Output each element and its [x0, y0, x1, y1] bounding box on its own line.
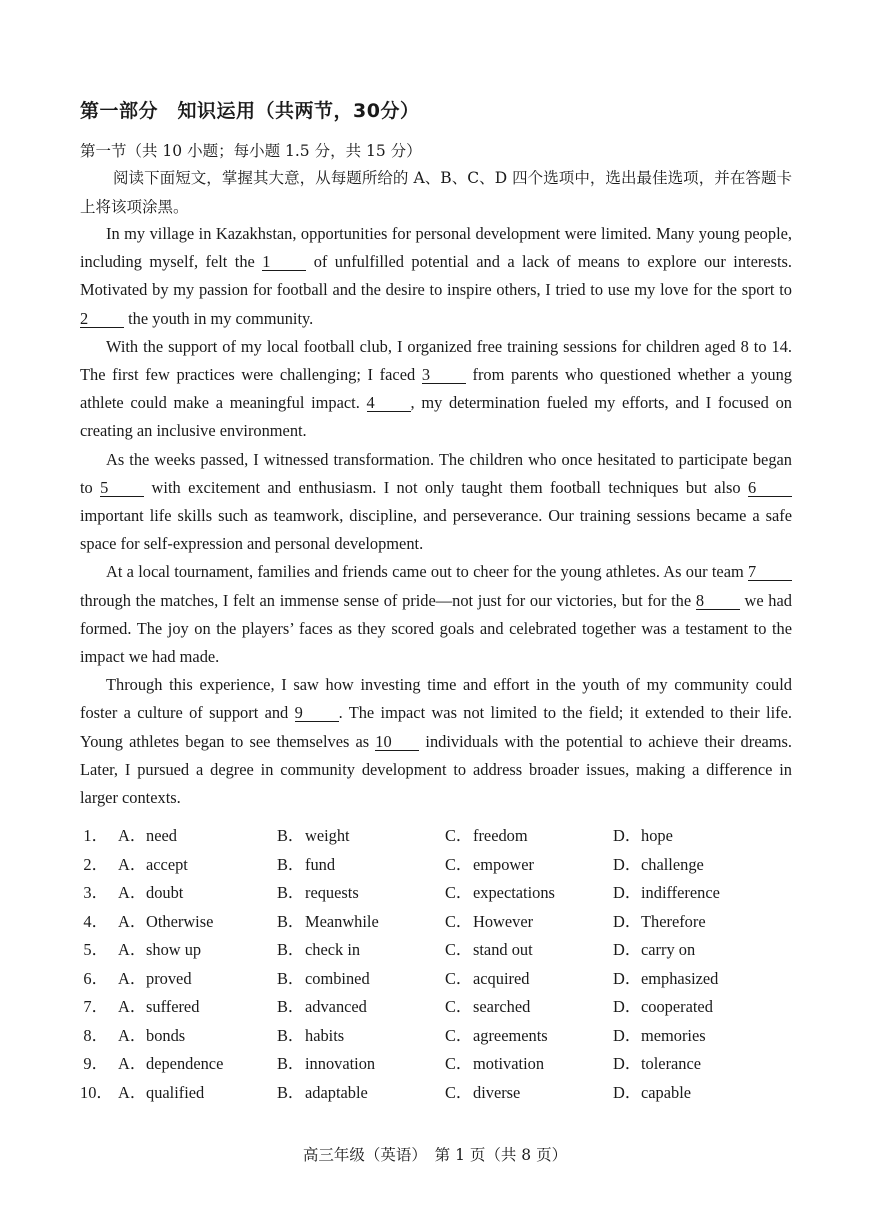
option-text: acquired [473, 968, 530, 988]
question-number: 6． [83, 968, 108, 988]
option-c [445, 1022, 548, 1046]
option-a [118, 1050, 223, 1074]
blank-2: 2 [80, 310, 124, 328]
blank-4: 4 [367, 394, 411, 412]
option-d [613, 908, 706, 932]
option-letter: C． [445, 940, 473, 959]
option-d [613, 965, 718, 989]
option-letter: C． [445, 911, 473, 931]
option-text: capable [641, 1082, 692, 1102]
passage-text: the youth in my community. [124, 308, 314, 328]
option-c [445, 965, 529, 989]
option-text: diverse [473, 1082, 521, 1102]
option-letter: D． [613, 911, 642, 931]
passage-text: of unfulfilled potential and a lack of means to explore our interests. Motivated by my passion for football and the desire to inspire others, I tried to use my love for the sport to [80, 252, 792, 300]
question-number: 3． [83, 883, 108, 902]
option-letter: D． [613, 968, 642, 988]
option-text: cooperated [641, 997, 713, 1016]
option-c [445, 1079, 520, 1103]
option-letter: B． [277, 854, 305, 874]
option-text: empower [473, 854, 534, 874]
option-a [118, 936, 201, 960]
blank-1: 1 [262, 253, 306, 271]
option-b [277, 879, 359, 903]
paragraph-2 [80, 333, 792, 446]
passage-text: In my village in Kazakhstan, opportunities for personal development were limited. Many young people, including myself, felt the [80, 224, 792, 272]
question-number: 1． [83, 826, 108, 845]
option-letter: A． [118, 997, 147, 1016]
option-letter: A． [118, 1082, 147, 1102]
question-row [80, 822, 800, 851]
option-d [613, 1079, 691, 1103]
option-text: advanced [305, 997, 367, 1016]
passage-text: with excitement and enthusiasm. I not only taught them football techniques but also [144, 477, 748, 497]
option-b [277, 1022, 344, 1046]
question-row [80, 1022, 800, 1051]
option-text: Meanwhile [305, 911, 379, 931]
option-text: check in [305, 940, 361, 959]
option-d [613, 851, 704, 875]
page-footer: 高三年级（英语） 第 1 页（共 8 页） [302, 1146, 568, 1164]
passage-text: As the weeks passed, I witnessed transformation. The children who once hesitated to participate began to [80, 449, 792, 497]
option-text: Therefore [641, 911, 706, 931]
passage-text: With the support of my local football club, I organized free training sessions for children aged 8 to 14. The first few practices were challenging; I faced [80, 336, 792, 385]
option-text: accept [146, 854, 188, 874]
option-letter: D． [613, 883, 642, 902]
option-b [277, 1079, 368, 1103]
question-row [80, 993, 800, 1022]
blank-5: 5 [100, 479, 144, 497]
question-row [80, 908, 800, 937]
option-letter: B． [277, 911, 305, 931]
option-c [445, 879, 555, 903]
option-text: Otherwise [146, 911, 214, 931]
option-letter: D． [613, 1054, 642, 1073]
passage-text: individuals with the potential to achieve their dreams. Later, I pursued a degree in community development to address broader issues, making a difference in larger contexts. [80, 731, 792, 808]
option-letter: D． [613, 997, 642, 1016]
passage-text: from parents who questioned whether a young athlete could make a meaningful impact. [80, 365, 792, 413]
question-row [80, 851, 800, 880]
option-text: emphasized [641, 968, 719, 988]
option-a [118, 993, 199, 1017]
option-a [118, 1022, 185, 1046]
question-number: 9． [83, 1054, 108, 1073]
option-text: adaptable [305, 1082, 368, 1102]
option-text: freedom [473, 826, 528, 845]
option-c [445, 822, 528, 846]
option-a [118, 851, 188, 875]
option-letter: D． [613, 1082, 642, 1102]
option-a [118, 965, 192, 989]
option-letter: B． [277, 1054, 305, 1073]
option-d [613, 1022, 706, 1046]
section-title: 第一节（共 10 小题；每小题 1.5 分，共 15 分） [80, 142, 422, 160]
option-letter: A． [118, 940, 147, 959]
option-b [277, 822, 350, 846]
option-c [445, 851, 534, 875]
option-letter: C． [445, 968, 473, 988]
question-number: 10． [80, 1082, 113, 1102]
option-text: tolerance [641, 1054, 702, 1073]
option-letter: C． [445, 1025, 473, 1045]
option-text: qualified [146, 1082, 205, 1102]
option-a [118, 822, 177, 846]
question-number: 4． [83, 911, 108, 931]
option-b [277, 1050, 375, 1074]
option-letter: D． [613, 854, 642, 874]
option-a [118, 879, 183, 903]
option-text: proved [146, 968, 192, 988]
passage-text: , my determination fueled my efforts, and I focused on creating an inclusive environment. [80, 393, 792, 441]
option-letter: D． [613, 1025, 642, 1045]
option-letter: A． [118, 854, 147, 874]
option-text: However [473, 911, 534, 931]
option-letter: C． [445, 883, 473, 902]
question-number: 5． [83, 940, 108, 959]
option-d [613, 993, 713, 1017]
option-text: need [146, 826, 177, 845]
option-letter: C． [445, 1054, 473, 1073]
option-letter: C． [445, 1082, 473, 1102]
option-letter: A． [118, 911, 147, 931]
option-text: requests [305, 883, 359, 902]
option-d [613, 936, 695, 960]
question-row [80, 879, 800, 908]
option-letter: C． [445, 854, 473, 874]
option-text: agreements [473, 1025, 548, 1045]
passage-text: through the matches, I felt an immense sense of pride—not just for our victories, but for the [80, 590, 696, 610]
option-letter: B． [277, 997, 305, 1016]
option-b [277, 936, 360, 960]
option-b [277, 993, 367, 1017]
question-row [80, 1050, 800, 1079]
option-letter: B． [277, 1082, 305, 1102]
option-a [118, 908, 213, 932]
option-letter: A． [118, 826, 147, 845]
question-number: 8． [83, 1025, 108, 1045]
option-b [277, 965, 370, 989]
option-text: expectations [473, 883, 555, 902]
answer-options [80, 822, 800, 1107]
option-text: fund [305, 854, 336, 874]
instruction-text: 阅读下面短文，掌握其大意，从每题所给的 A、B、C、D 四个选项中，选出最佳选项，并在答题卡上将该项涂黑。 [80, 169, 792, 216]
blank-10: 10 [375, 733, 419, 751]
passage-text: Through this experience, I saw how investing time and effort in the youth of my community could foster a culture of support and [80, 675, 792, 723]
option-text: memories [641, 1025, 706, 1045]
option-text: doubt [146, 883, 184, 902]
option-letter: B． [277, 826, 305, 845]
option-letter: B． [277, 883, 305, 902]
option-text: motivation [473, 1054, 545, 1073]
option-text: carry on [641, 940, 696, 959]
question-row [80, 965, 800, 994]
question-number: 2． [83, 854, 108, 874]
question-row [80, 936, 800, 965]
option-text: show up [146, 940, 202, 959]
option-c [445, 993, 530, 1017]
part-title: 第一部分 知识运用（共两节，30分） [80, 100, 420, 122]
option-letter: B． [277, 1025, 305, 1045]
option-letter: A． [118, 883, 147, 902]
option-text: habits [305, 1025, 345, 1045]
option-letter: A． [118, 968, 147, 988]
blank-8: 8 [696, 592, 740, 610]
option-d [613, 1050, 701, 1074]
option-text: hope [641, 826, 673, 845]
option-letter: B． [277, 940, 305, 959]
paragraph-1 [80, 220, 792, 333]
option-d [613, 879, 720, 903]
passage-text: important life skills such as teamwork, discipline, and perseverance. Our training sessions became a safe space for self-expression and personal development. [80, 506, 792, 554]
option-b [277, 851, 335, 875]
option-text: dependence [146, 1054, 224, 1073]
option-c [445, 936, 533, 960]
blank-6: 6 [748, 479, 792, 497]
option-text: searched [473, 997, 531, 1016]
paragraph-5 [80, 671, 792, 812]
option-text: indifference [641, 883, 720, 902]
option-text: bonds [146, 1025, 186, 1045]
option-text: combined [305, 968, 370, 988]
option-d [613, 822, 673, 846]
option-letter: D． [613, 826, 642, 845]
option-letter: D． [613, 940, 642, 959]
option-b [277, 908, 379, 932]
paragraph-4 [80, 558, 792, 671]
option-c [445, 908, 533, 932]
passage-text: we had formed. The joy on the players’ faces as they scored goals and celebrated together was a testament to the impact we had made. [80, 590, 792, 667]
option-text: weight [305, 826, 350, 845]
blank-7: 7 [748, 563, 792, 581]
blank-9: 9 [295, 704, 339, 722]
question-number: 7． [83, 997, 108, 1016]
cloze-passage [80, 220, 792, 812]
option-c [445, 1050, 544, 1074]
passage-text: At a local tournament, families and friends came out to cheer for the young athletes. As our team [106, 562, 748, 582]
option-letter: C． [445, 997, 473, 1016]
passage-text: . The impact was not limited to the field; it extended to their life. Young athletes began to see themselves as [80, 703, 792, 751]
option-letter: B． [277, 968, 305, 988]
option-text: suffered [146, 997, 200, 1016]
question-row [80, 1079, 800, 1108]
blank-3: 3 [422, 366, 466, 384]
option-letter: A． [118, 1054, 147, 1073]
paragraph-3 [80, 446, 792, 559]
option-a [118, 1079, 204, 1103]
option-text: challenge [641, 854, 704, 874]
option-text: stand out [473, 940, 533, 959]
option-letter: A． [118, 1025, 147, 1045]
option-text: innovation [305, 1054, 376, 1073]
option-letter: C． [445, 826, 473, 845]
